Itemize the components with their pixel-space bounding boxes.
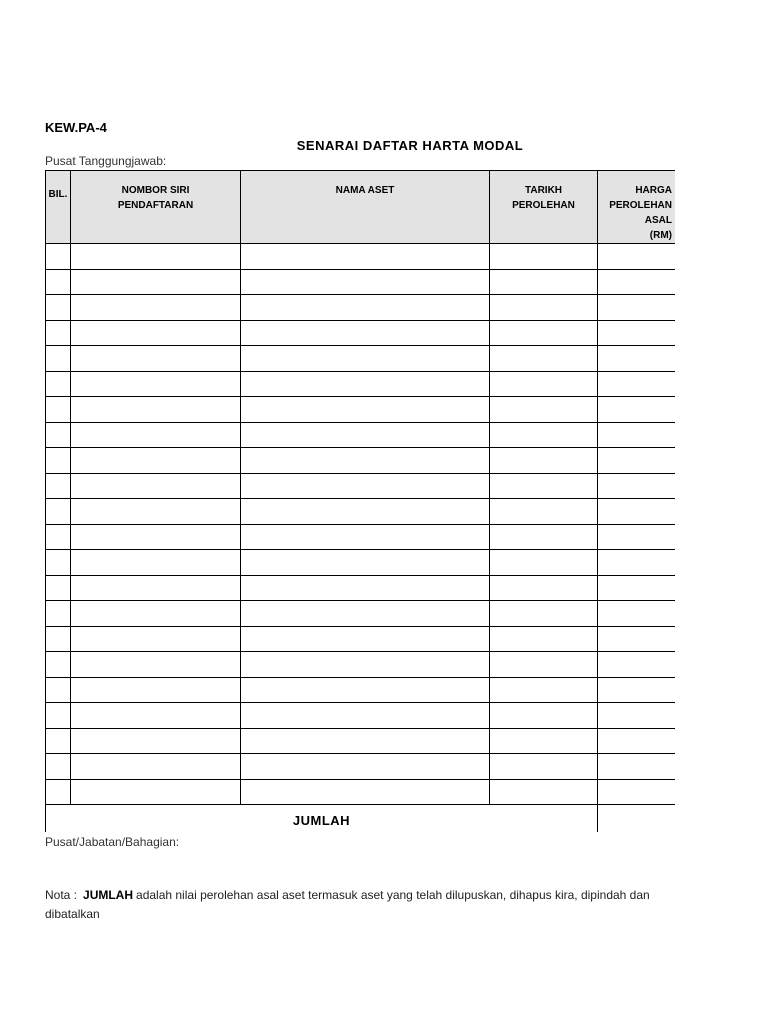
cell-harga[interactable] (598, 320, 676, 346)
table-row (46, 575, 676, 601)
cell-tarikh[interactable] (490, 601, 598, 627)
cell-tarikh[interactable] (490, 473, 598, 499)
cell-nama-aset[interactable] (241, 448, 490, 474)
table-row (46, 448, 676, 474)
asset-register-table (45, 170, 675, 832)
cell-nombor-siri[interactable] (71, 779, 241, 805)
cell-bil[interactable] (46, 499, 71, 525)
note (45, 886, 685, 924)
cell-nama-aset[interactable] (241, 677, 490, 703)
column-header-tarikh-line2: PEROLEHAN (512, 200, 575, 211)
table-row (46, 550, 676, 576)
table-header-row (46, 171, 676, 244)
cell-nama-aset[interactable] (241, 346, 490, 372)
cell-nama-aset[interactable] (241, 652, 490, 678)
cell-nama-aset[interactable] (241, 626, 490, 652)
table-row (46, 677, 676, 703)
cell-harga[interactable] (598, 422, 676, 448)
table-row (46, 601, 676, 627)
cell-bil[interactable] (46, 295, 71, 321)
cell-bil[interactable] (46, 754, 71, 780)
cell-harga[interactable] (598, 754, 676, 780)
cell-harga[interactable] (598, 371, 676, 397)
cell-harga[interactable] (598, 346, 676, 372)
column-header-nama-aset-label: NAMA ASET (335, 185, 395, 196)
cell-harga[interactable] (598, 448, 676, 474)
cell-bil[interactable] (46, 728, 71, 754)
cell-harga[interactable] (598, 295, 676, 321)
cell-tarikh[interactable] (490, 295, 598, 321)
cell-harga[interactable] (598, 779, 676, 805)
page-title: SENARAI DAFTAR HARTA MODAL (296, 138, 524, 153)
cell-tarikh[interactable] (490, 397, 598, 423)
cell-nombor-siri[interactable] (71, 422, 241, 448)
table-row (46, 320, 676, 346)
cell-nama-aset[interactable] (241, 550, 490, 576)
cell-bil[interactable] (46, 652, 71, 678)
cell-bil[interactable] (46, 575, 71, 601)
column-header-nama-aset (241, 171, 490, 244)
cell-bil[interactable] (46, 779, 71, 805)
cell-nombor-siri[interactable] (71, 448, 241, 474)
cell-nombor-siri[interactable] (71, 269, 241, 295)
cell-nama-aset[interactable] (241, 754, 490, 780)
table-row (46, 269, 676, 295)
cell-nama-aset[interactable] (241, 320, 490, 346)
column-header-harga (598, 171, 676, 244)
cell-nama-aset[interactable] (241, 473, 490, 499)
column-header-tarikh-line1: TARIKH (524, 185, 563, 196)
column-header-bil (46, 171, 71, 244)
table-row (46, 473, 676, 499)
cell-nombor-siri[interactable] (71, 677, 241, 703)
total-row (46, 805, 676, 833)
asset-table-container (45, 170, 675, 832)
cell-tarikh[interactable] (490, 754, 598, 780)
table-row (46, 626, 676, 652)
cell-nombor-siri[interactable] (71, 550, 241, 576)
column-header-harga-line4: (RM) (649, 230, 672, 241)
cell-tarikh[interactable] (490, 448, 598, 474)
cell-tarikh[interactable] (490, 346, 598, 372)
cell-tarikh[interactable] (490, 779, 598, 805)
cell-nombor-siri[interactable] (71, 499, 241, 525)
cell-bil[interactable] (46, 269, 71, 295)
department-label: Pusat/Jabatan/Bahagian: (45, 835, 180, 849)
cell-nama-aset[interactable] (241, 524, 490, 550)
cell-nama-aset[interactable] (241, 499, 490, 525)
cell-nombor-siri[interactable] (71, 728, 241, 754)
table-row (46, 754, 676, 780)
cell-nama-aset[interactable] (241, 779, 490, 805)
note-text: adalah nilai perolehan asal aset termasuk aset yang telah dilupuskan, dihapus kira, dipindah dan dibatalkan (45, 888, 650, 921)
form-code: KEW.PA-4 (45, 120, 107, 135)
cell-harga[interactable] (598, 269, 676, 295)
table-row (46, 652, 676, 678)
cell-nombor-siri[interactable] (71, 346, 241, 372)
table-row (46, 524, 676, 550)
cell-nombor-siri[interactable] (71, 601, 241, 627)
cell-harga[interactable] (598, 652, 676, 678)
cell-nama-aset[interactable] (241, 575, 490, 601)
table-row (46, 422, 676, 448)
cell-bil[interactable] (46, 346, 71, 372)
cell-tarikh[interactable] (490, 244, 598, 270)
cell-tarikh[interactable] (490, 550, 598, 576)
cell-bil[interactable] (46, 524, 71, 550)
column-header-harga-line1: HARGA (635, 185, 672, 196)
table-body (46, 244, 676, 833)
cell-tarikh[interactable] (490, 677, 598, 703)
total-label: JUMLAH (46, 805, 598, 833)
cell-bil[interactable] (46, 244, 71, 270)
cell-harga[interactable] (598, 703, 676, 729)
cell-bil[interactable] (46, 473, 71, 499)
cell-harga[interactable] (598, 499, 676, 525)
cell-nama-aset[interactable] (241, 371, 490, 397)
note-prefix: Nota : (45, 888, 78, 902)
cell-harga[interactable] (598, 397, 676, 423)
cell-nama-aset[interactable] (241, 703, 490, 729)
cell-nombor-siri[interactable] (71, 524, 241, 550)
cell-tarikh[interactable] (490, 652, 598, 678)
cell-harga[interactable] (598, 473, 676, 499)
cell-nombor-siri[interactable] (71, 473, 241, 499)
cell-nombor-siri[interactable] (71, 754, 241, 780)
cell-tarikh[interactable] (490, 524, 598, 550)
cell-bil[interactable] (46, 371, 71, 397)
table-row (46, 244, 676, 270)
cell-bil[interactable] (46, 626, 71, 652)
cell-harga[interactable] (598, 728, 676, 754)
cell-bil[interactable] (46, 397, 71, 423)
cell-harga[interactable] (598, 626, 676, 652)
cell-tarikh[interactable] (490, 320, 598, 346)
column-header-harga-line3: ASAL (644, 215, 672, 226)
table-row (46, 371, 676, 397)
cell-nama-aset[interactable] (241, 244, 490, 270)
cell-harga[interactable] (598, 601, 676, 627)
cell-bil[interactable] (46, 550, 71, 576)
cell-nama-aset[interactable] (241, 601, 490, 627)
table-row (46, 499, 676, 525)
cell-harga[interactable] (598, 524, 676, 550)
note-bold-term: JUMLAH (83, 888, 134, 902)
cell-tarikh[interactable] (490, 499, 598, 525)
cell-harga[interactable] (598, 550, 676, 576)
cell-nama-aset[interactable] (241, 728, 490, 754)
cell-tarikh[interactable] (490, 575, 598, 601)
table-row (46, 346, 676, 372)
cell-tarikh[interactable] (490, 422, 598, 448)
column-header-nombor-siri (71, 171, 241, 244)
cell-harga[interactable] (598, 677, 676, 703)
cell-nama-aset[interactable] (241, 295, 490, 321)
responsibility-center-label: Pusat Tanggungjawab: (45, 154, 167, 168)
cell-harga[interactable] (598, 575, 676, 601)
cell-tarikh[interactable] (490, 703, 598, 729)
cell-tarikh[interactable] (490, 626, 598, 652)
column-header-harga-line2: PEROLEHAN (609, 200, 672, 211)
cell-tarikh[interactable] (490, 371, 598, 397)
cell-nombor-siri[interactable] (71, 295, 241, 321)
cell-nombor-siri[interactable] (71, 397, 241, 423)
cell-nama-aset[interactable] (241, 269, 490, 295)
cell-tarikh[interactable] (490, 269, 598, 295)
column-header-nombor-siri-line2: PENDAFTARAN (117, 200, 194, 211)
cell-nombor-siri[interactable] (71, 320, 241, 346)
cell-tarikh[interactable] (490, 728, 598, 754)
cell-bil[interactable] (46, 448, 71, 474)
cell-harga[interactable] (598, 244, 676, 270)
cell-bil[interactable] (46, 422, 71, 448)
cell-nombor-siri[interactable] (71, 575, 241, 601)
table-row (46, 779, 676, 805)
column-header-bil-label: BIL. (48, 189, 68, 200)
cell-nombor-siri[interactable] (71, 703, 241, 729)
total-value-cell[interactable] (598, 805, 676, 833)
cell-nombor-siri[interactable] (71, 652, 241, 678)
table-row (46, 295, 676, 321)
cell-nombor-siri[interactable] (71, 244, 241, 270)
cell-bil[interactable] (46, 601, 71, 627)
table-row (46, 728, 676, 754)
cell-nombor-siri[interactable] (71, 371, 241, 397)
cell-bil[interactable] (46, 703, 71, 729)
column-header-tarikh (490, 171, 598, 244)
table-row (46, 703, 676, 729)
column-header-nombor-siri-line1: NOMBOR SIRI (121, 185, 190, 196)
cell-nombor-siri[interactable] (71, 626, 241, 652)
table-row (46, 397, 676, 423)
cell-nama-aset[interactable] (241, 397, 490, 423)
cell-nama-aset[interactable] (241, 422, 490, 448)
cell-bil[interactable] (46, 677, 71, 703)
cell-bil[interactable] (46, 320, 71, 346)
